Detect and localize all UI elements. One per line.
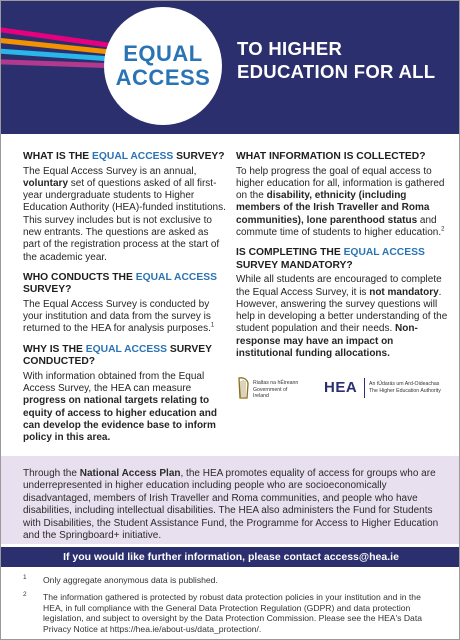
answer-paragraph: While all students are encouraged to complete the Equal Access Survey, it is not mandatory. However, answering the survey questions will help in developing a better understanding of the student population and their needs. Non-response may have an impact on institutional funding allocations. [236, 274, 448, 360]
hea-logo-text: An tÚdarás um Ard-Oideachas The Higher Education Authority [369, 381, 441, 394]
header-banner [1, 1, 460, 134]
page-title [237, 37, 457, 83]
equal-access-logo [104, 7, 222, 125]
harp-icon [236, 376, 250, 400]
footnote: 1 Only aggregate anonymous data is published. [23, 574, 218, 585]
footnote: 2 The information gathered is protected by robust data protection policies in your institution and in the HEA, in full compliance with the General Data Protection Regulation (GDPR) and data protection legislation, and subject to oversight by the Data Protection Commission. Please see the HEA's Data Privacy Notice at https://hea.ie/about-us/data_protection/. [23, 590, 423, 635]
hea-logo: HEA [324, 379, 358, 396]
title-line: EDUCATION FOR ALL [237, 61, 436, 82]
answer-paragraph: To help progress the goal of equal access to higher education for all, information is gathered on the disability, ethnicity (including members of the Irish Traveller and Roma communities), lone parenthood status and commute time of students to higher education.$^2$ [236, 165, 445, 238]
logo-text: ACCESS [115, 65, 211, 90]
question-heading: WHAT INFORMATION IS COLLECTED? [236, 151, 426, 162]
left-column [23, 151, 228, 453]
answer-paragraph: With information obtained from the Equal Access Survey, the HEA can measure progress on national targets relating to equity of access to higher education and can develop the evidence base to inform policy in this area. [23, 370, 217, 444]
footnotes [23, 575, 443, 640]
question-heading: WHY IS THE EQUAL ACCESS SURVEY CONDUCTED? [23, 343, 212, 368]
partner-logos [236, 376, 451, 402]
right-column [236, 151, 448, 368]
answer-paragraph: The Equal Access Survey is an annual, voluntary set of questions asked of all first-year undergraduate students to Higher Education Authority (HEA)-funded institutions. This survey includes but is not exclusive to new entrants. The questions are asked as part of the registration process at the start of the academic year. [23, 165, 226, 263]
title-line: TO HIGHER [237, 38, 343, 59]
contact-banner: If you would like further information, please contact access@hea.ie [1, 547, 460, 567]
national-access-plan-box: Through the National Access Plan, the HEA promotes equality of access for groups who are underrepresented in higher education including people who are socioeconomically disadvantaged, members of Irish Traveller and Roma communities, and people who have disabilities, including intellectual disabilities. The HEA also administers the Fund for Students with Disabilities, the Student Assistance Fund, the Programme for Access to Higher Education and the Springboard+ initiative. [1, 456, 460, 544]
logo-text: EQUAL [123, 41, 203, 66]
government-logo-text: Rialtas na hÉireann Government of Ireland [253, 380, 299, 399]
question-heading: IS COMPLETING THE EQUAL ACCESS SURVEY MANDATORY? [236, 247, 425, 271]
question-heading: WHAT IS THE EQUAL ACCESS SURVEY? [23, 151, 225, 162]
answer-paragraph: The Equal Access Survey is conducted by your institution and data from the survey is returned to the HEA for analysis purposes.$^1$ [23, 298, 215, 335]
question-heading: WHO CONDUCTS THE EQUAL ACCESS SURVEY? [23, 271, 217, 296]
decorative-stripe [1, 59, 111, 68]
logo-divider [364, 378, 365, 398]
